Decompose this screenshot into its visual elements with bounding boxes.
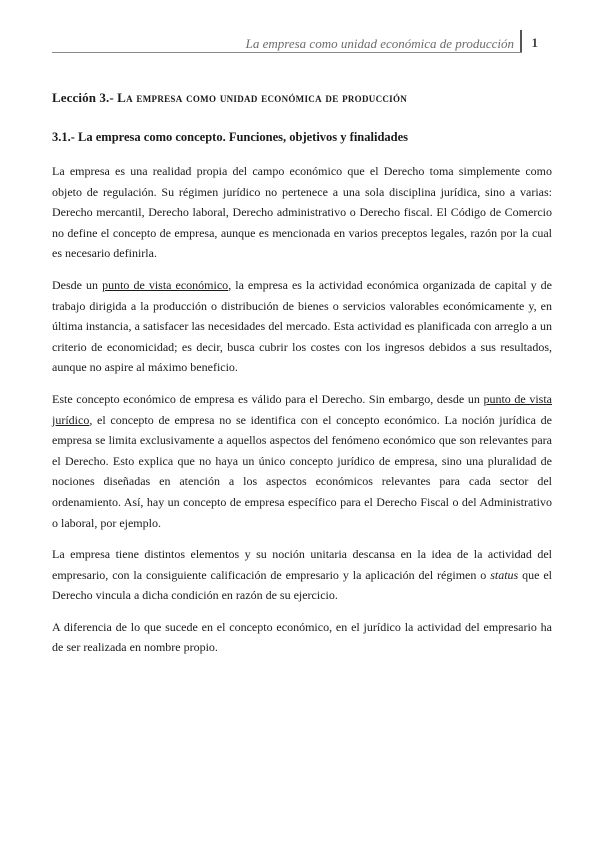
page-number: 1 bbox=[531, 35, 538, 50]
document-body bbox=[52, 90, 552, 669]
paragraph-3-lead: Este concepto económico de empresa es válido para el Derecho. Sin embargo, desde un bbox=[52, 391, 484, 406]
paragraph-4 bbox=[52, 544, 552, 606]
paragraph-2-body: , la empresa es la actividad económica organizada de capital y de trabajo dirigida a la producción o distribución de bienes o servicios valorables económicamente y, en última instancia, a satisfacer las necesidades del mercado. Esta actividad es planificada con arreglo a un criterio de economicidad; es decir, busca cubrir los costes con los ingresos debidos a sus resultados, aunque no aspire al máximo beneficio. bbox=[52, 277, 552, 375]
header-divider bbox=[520, 30, 522, 53]
paragraph-2-lead: Desde un bbox=[52, 277, 103, 292]
punto-vista-economico-term: punto de vista económico bbox=[102, 277, 229, 292]
lesson-prefix: Lección 3.- bbox=[52, 90, 118, 105]
header-title: La empresa como unidad económica de producción bbox=[245, 36, 514, 51]
paragraph-1: La empresa es una realidad propia del campo económico que el Derecho toma simplemente como objeto de regulación. Su régimen jurídico no pertenece a una sola disciplina jurídica, sino a varias: Derecho mercantil, Derecho laboral, Derecho administrativo o Derecho fiscal. El Código de Comercio no define el concepto de empresa, aunque es mencionada en varios preceptos legales, razón por la cual es necesario definirla. bbox=[52, 164, 552, 261]
header-rule bbox=[52, 52, 522, 53]
paragraph-4-lead: La empresa tiene distintos elementos y su noción unitaria descansa en la idea de la actividad del empresario, con la consiguiente calificación de empresario y la aplicación del régimen o bbox=[52, 547, 552, 582]
paragraph-3-body: , el concepto de empresa no se identifica con el concepto económico. La noción jurídica de empresa se limita exclusivamente a aquellos aspectos del fenómeno económico que son relevantes para el Derecho. Esto explica que no haya un único concepto jurídico de empresa, sino una pluralidad de nociones diseñadas en atención a los aspectos económicos relevantes para cada sector del ordenamiento. Así, hay un concepto de empresa específico para el Derecho Fiscal o del Administrativo o laboral, por ejemplo. bbox=[52, 412, 552, 530]
paragraph-4-body: que el Derecho vincula a dicha condición en razón de su ejercicio. bbox=[52, 567, 552, 603]
punto-vista-juridico-term: punto de vista jurídico bbox=[52, 391, 552, 427]
paragraph-2 bbox=[52, 275, 552, 378]
lesson-title-text: La empresa como unidad económica de producción bbox=[117, 90, 408, 105]
running-header bbox=[52, 30, 552, 54]
section-title: 3.1.- La empresa como concepto. Funciones, objetivos y finalidades bbox=[52, 130, 409, 144]
paragraph-3 bbox=[52, 389, 552, 533]
status-term: status bbox=[490, 567, 519, 582]
lesson-title bbox=[52, 90, 552, 106]
paragraph-5: A diferencia de lo que sucede en el concepto económico, en el jurídico la actividad del empresario ha de ser realizada en nombre propio. bbox=[52, 619, 552, 655]
